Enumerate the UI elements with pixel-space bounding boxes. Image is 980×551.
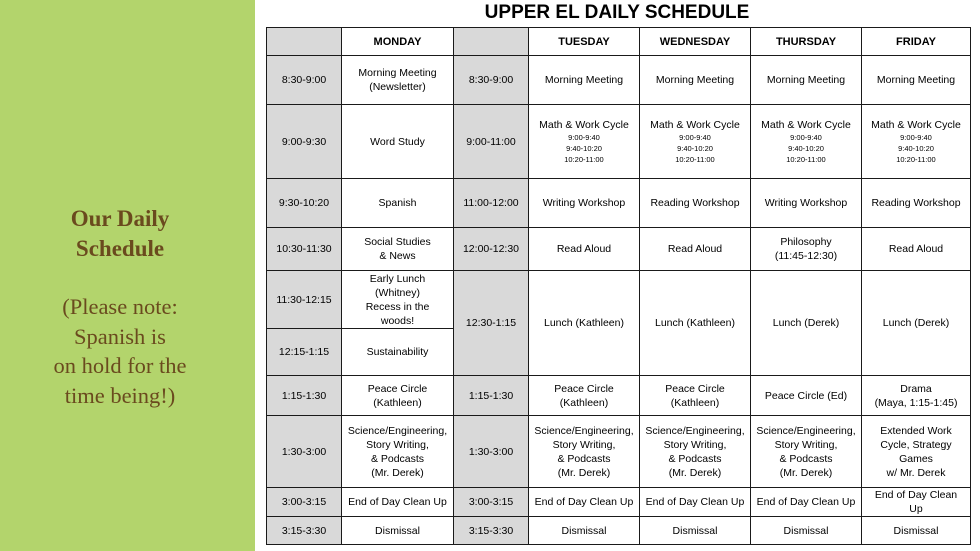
- cell-line: Math & Work Cycle: [539, 119, 629, 131]
- cell-line: & Podcasts: [370, 452, 425, 465]
- math-subtimes: [642, 132, 748, 165]
- thursday-cell: Dismissal: [751, 517, 862, 545]
- table-row: [267, 56, 971, 105]
- cell-line: Peace Circle: [665, 382, 725, 395]
- monday-time-cell: 8:30-9:00: [267, 56, 342, 105]
- cell-line: woods!: [380, 314, 415, 327]
- cell-line: Story Writing,: [663, 438, 727, 451]
- cell-line: Philosophy: [780, 236, 832, 248]
- cell-line: Peace Circle: [554, 382, 614, 395]
- cell-line: (Kathleen): [670, 396, 720, 409]
- wednesday-cell: Dismissal: [640, 517, 751, 545]
- cell-line: Peace Circle: [367, 382, 428, 395]
- tuesday-cell: [529, 105, 640, 179]
- cell-line: (Whitney): [375, 286, 420, 299]
- page-title: UPPER EL DAILY SCHEDULE: [484, 2, 750, 23]
- cell-line: Story Writing,: [366, 438, 429, 451]
- header-tuesday: TUESDAY: [529, 28, 640, 56]
- monday-time-cell: 3:15-3:30: [267, 517, 342, 545]
- cell-line: (Newsletter): [369, 81, 426, 93]
- math-subtimes: [864, 132, 968, 165]
- monday-time-cell: 1:15-1:30: [267, 376, 342, 416]
- monday-time-cell: 9:30-10:20: [267, 179, 342, 228]
- wednesday-cell: Reading Workshop: [640, 179, 751, 228]
- subtime: 10:20-11:00: [896, 155, 936, 164]
- monday-cell: [342, 228, 454, 271]
- cell-line: Drama: [900, 382, 932, 395]
- friday-cell: Reading Workshop: [862, 179, 971, 228]
- thursday-cell: Peace Circle (Ed): [751, 376, 862, 416]
- wednesday-cell: Morning Meeting: [640, 56, 751, 105]
- friday-cell: [862, 376, 971, 416]
- thursday-cell: [751, 228, 862, 271]
- subtime: 9:40-10:20: [677, 144, 713, 153]
- tuesday-cell: Morning Meeting: [529, 56, 640, 105]
- cell-line: Social Studies: [364, 236, 431, 248]
- cell-line: & Podcasts: [557, 452, 611, 465]
- sidebar-note-line: Spanish is: [74, 323, 166, 349]
- cell-line: (11:45-12:30): [774, 250, 838, 262]
- wednesday-cell: Lunch (Kathleen): [640, 271, 751, 376]
- cell-line: Science/Engineering,: [756, 424, 856, 437]
- week-time-cell: 12:30-1:15: [454, 271, 529, 376]
- cell-line: Games: [899, 452, 933, 465]
- subtime: 9:00-9:40: [900, 133, 932, 142]
- tuesday-cell: End of Day Clean Up: [529, 488, 640, 517]
- table-row: [267, 179, 971, 228]
- tuesday-cell: Dismissal: [529, 517, 640, 545]
- tuesday-cell: [529, 416, 640, 488]
- week-time-cell: 11:00-12:00: [454, 179, 529, 228]
- sidebar-title: [0, 204, 240, 264]
- wednesday-cell: End of Day Clean Up: [640, 488, 751, 517]
- cell-line: (Mr. Derek): [557, 466, 611, 479]
- wednesday-cell: Read Aloud: [640, 228, 751, 271]
- monday-cell: [342, 271, 454, 329]
- tuesday-cell: [529, 376, 640, 416]
- header-thursday: THURSDAY: [751, 28, 862, 56]
- cell-line: Story Writing,: [552, 438, 616, 451]
- cell-line: (Kathleen): [373, 396, 422, 409]
- math-subtimes: [531, 132, 637, 165]
- cell-line: & Podcasts: [668, 452, 722, 465]
- week-time-cell: 1:30-3:00: [454, 416, 529, 488]
- sidebar-note: [0, 292, 240, 410]
- thursday-cell: Lunch (Derek): [751, 271, 862, 376]
- tuesday-cell: Read Aloud: [529, 228, 640, 271]
- tuesday-cell: Writing Workshop: [529, 179, 640, 228]
- subtime: 9:40-10:20: [788, 144, 824, 153]
- monday-time-cell: 9:00-9:30: [267, 105, 342, 179]
- cell-line: Extended Work: [880, 424, 952, 437]
- cell-line: (Mr. Derek): [668, 466, 722, 479]
- math-subtimes: [753, 132, 859, 165]
- cell-line: w/ Mr. Derek: [886, 466, 946, 479]
- thursday-cell: End of Day Clean Up: [751, 488, 862, 517]
- sidebar-panel: [0, 0, 255, 551]
- cell-line: Cycle, Strategy: [880, 438, 952, 451]
- table-row: [267, 517, 971, 545]
- friday-cell: Lunch (Derek): [862, 271, 971, 376]
- table-row: [267, 271, 971, 329]
- table-row: [267, 105, 971, 179]
- monday-cell: [342, 56, 454, 105]
- week-time-cell: 3:15-3:30: [454, 517, 529, 545]
- friday-cell: Read Aloud: [862, 228, 971, 271]
- wednesday-cell: [640, 416, 751, 488]
- monday-time-cell: 1:30-3:00: [267, 416, 342, 488]
- cell-line: Math & Work Cycle: [650, 119, 740, 131]
- table-row: [267, 376, 971, 416]
- cell-line: (Mr. Derek): [779, 466, 833, 479]
- table-row: [267, 228, 971, 271]
- subtime: 10:20-11:00: [786, 155, 826, 164]
- week-time-cell: 1:15-1:30: [454, 376, 529, 416]
- subtime: 10:20-11:00: [675, 155, 715, 164]
- monday-cell: Spanish: [342, 179, 454, 228]
- cell-line: Early Lunch: [369, 272, 426, 285]
- thursday-cell: [751, 416, 862, 488]
- header-monday: MONDAY: [342, 28, 454, 56]
- subtime: 9:00-9:40: [679, 133, 711, 142]
- cell-line: Math & Work Cycle: [871, 119, 961, 131]
- monday-time-cell: 10:30-11:30: [267, 228, 342, 271]
- cell-line: (Maya, 1:15-1:45): [874, 396, 958, 409]
- cell-line: Math & Work Cycle: [761, 119, 851, 131]
- table-row: [267, 416, 971, 488]
- week-time-cell: 8:30-9:00: [454, 56, 529, 105]
- header-wednesday: WEDNESDAY: [640, 28, 751, 56]
- cell-line: & Podcasts: [779, 452, 833, 465]
- subtime: 10:20-11:00: [564, 155, 604, 164]
- sidebar-note-line: time being!): [64, 382, 176, 408]
- cell-line: Story Writing,: [774, 438, 838, 451]
- cell-line: Science/Engineering,: [645, 424, 745, 437]
- monday-cell: End of Day Clean Up: [342, 488, 454, 517]
- wednesday-cell: [640, 376, 751, 416]
- week-time-cell: 3:00-3:15: [454, 488, 529, 517]
- week-time-cell: 9:00-11:00: [454, 105, 529, 179]
- schedule-table: [266, 27, 971, 545]
- monday-cell: Sustainability: [342, 329, 454, 376]
- cell-line: Up: [909, 503, 923, 515]
- monday-cell: Word Study: [342, 105, 454, 179]
- friday-cell: [862, 105, 971, 179]
- header-time-corner: [267, 28, 342, 56]
- subtime: 9:00-9:40: [568, 133, 600, 142]
- friday-cell: [862, 416, 971, 488]
- tuesday-cell: Lunch (Kathleen): [529, 271, 640, 376]
- week-time-cell: 12:00-12:30: [454, 228, 529, 271]
- cell-line: & News: [379, 250, 416, 262]
- header-row: [267, 28, 971, 56]
- monday-time-cell: 12:15-1:15: [267, 329, 342, 376]
- thursday-cell: Morning Meeting: [751, 56, 862, 105]
- subtime: 9:40-10:20: [898, 144, 934, 153]
- subtime: 9:40-10:20: [566, 144, 602, 153]
- cell-line: (Mr. Derek): [371, 466, 424, 479]
- sidebar-title-line: Schedule: [75, 236, 165, 261]
- friday-cell: [862, 488, 971, 517]
- wednesday-cell: [640, 105, 751, 179]
- cell-line: (Kathleen): [559, 396, 609, 409]
- monday-cell: [342, 416, 454, 488]
- sidebar-note-line: on hold for the: [53, 353, 187, 378]
- thursday-cell: [751, 105, 862, 179]
- monday-cell: [342, 376, 454, 416]
- table-row: [267, 488, 971, 517]
- monday-cell: Dismissal: [342, 517, 454, 545]
- cell-line: Morning Meeting: [358, 67, 437, 79]
- monday-time-cell: 11:30-12:15: [267, 271, 342, 329]
- cell-line: Science/Engineering,: [534, 424, 634, 437]
- sidebar-title-line: Our Daily: [70, 206, 170, 231]
- thursday-cell: Writing Workshop: [751, 179, 862, 228]
- header-friday: FRIDAY: [862, 28, 971, 56]
- monday-time-cell: 3:00-3:15: [267, 488, 342, 517]
- cell-line: Science/Engineering,: [347, 424, 448, 437]
- subtime: 9:00-9:40: [790, 133, 822, 142]
- sidebar-note-line: (Please note:: [62, 294, 178, 319]
- cell-line: Recess in the: [365, 300, 430, 313]
- friday-cell: Morning Meeting: [862, 56, 971, 105]
- header-time-corner: [454, 28, 529, 56]
- cell-line: End of Day Clean: [874, 489, 958, 501]
- friday-cell: Dismissal: [862, 517, 971, 545]
